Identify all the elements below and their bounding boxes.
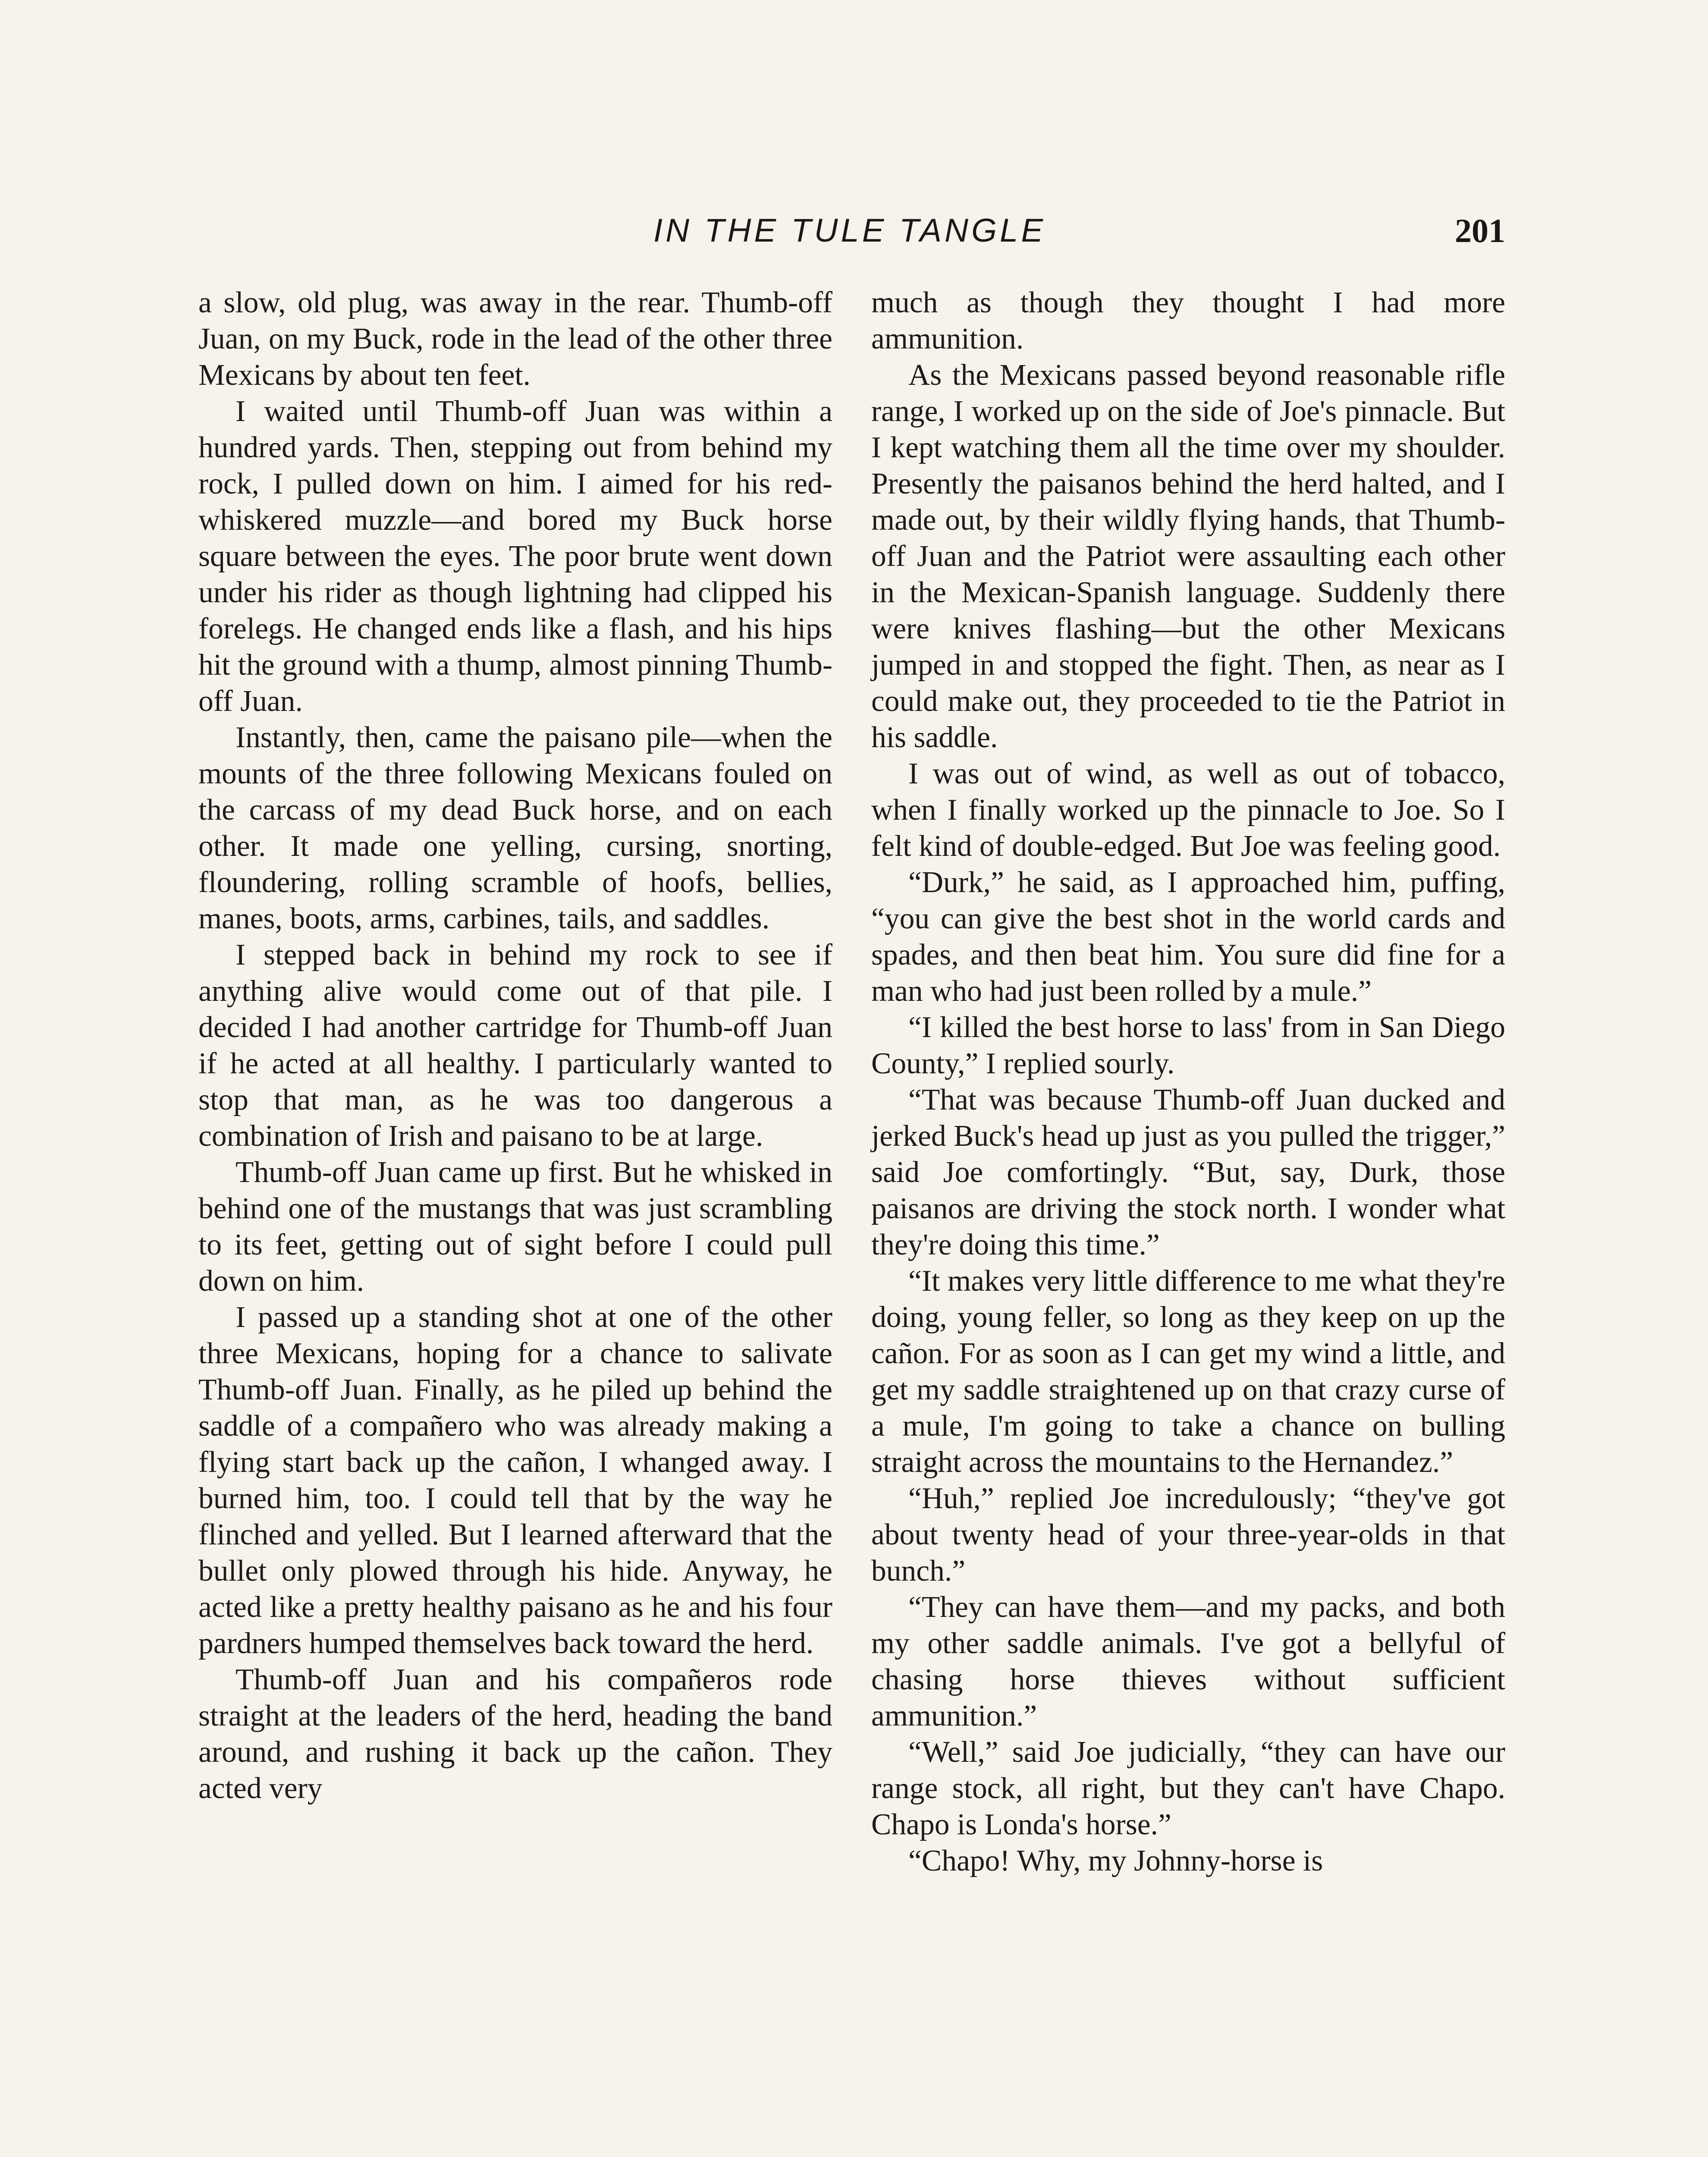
paragraph: I stepped back in behind my rock to see if anything alive would come out of that pile. I decided I had another cartridge for Thumb-off Juan if he acted at all healthy. I particularly wanted to stop that man, as he was too dangerous a combination of Irish and paisano to be at large.	[198, 938, 832, 1153]
left-column	[198, 285, 832, 1807]
paragraph: much as though they thought I had more ammunition.	[871, 286, 1505, 355]
running-title: IN THE TULE TANGLE	[653, 212, 1046, 249]
paragraph: a slow, old plug, was away in the rear. Thumb-off Juan, on my Buck, rode in the lead of the other three Mexicans by about ten feet.	[198, 286, 832, 392]
paragraph: “I killed the best horse to lass' from in San Diego County,” I replied sourly.	[871, 1011, 1505, 1080]
paragraph: Thumb-off Juan came up first. But he whisked in behind one of the mustangs that was just scrambling to its feet, getting out of sight before I could pull down on him.	[198, 1156, 832, 1298]
paragraph: I waited until Thumb-off Juan was within a hundred yards. Then, stepping out from behind my rock, I pulled down on him. I aimed for his red-whiskered muzzle—and bored my Buck horse square between the eyes. The poor brute went down under his rider as though lightning had clipped his forelegs. He changed ends like a flash, and his hips hit the ground with a thump, almost pinning Thumb-off Juan.	[198, 395, 832, 718]
running-head	[194, 207, 1505, 255]
paragraph: Thumb-off Juan and his compañeros rode straight at the leaders of the herd, heading the band around, and rushing it back up the cañon. They acted very	[198, 1663, 832, 1805]
paragraph: I was out of wind, as well as out of tobacco, when I finally worked up the pinnacle to Joe. So I felt kind of double-edged. But Joe was feeling good.	[871, 757, 1505, 863]
right-column	[871, 285, 1505, 1879]
paragraph: As the Mexicans passed beyond reasonable rifle range, I worked up on the side of Joe's pinnacle. But I kept watching them all the time over my shoulder. Presently the paisanos behind the herd halted, and I made out, by their wildly flying hands, that Thumb-off Juan and the Patriot were assaulting each other in the Mexican-Spanish language. Suddenly there were knives flashing—but the other Mexicans jumped in and stopped the fight. Then, as near as I could make out, they proceeded to tie the Patriot in his saddle.	[871, 358, 1505, 754]
paragraph: “Well,” said Joe judicially, “they can have our range stock, all right, but they can't have Chapo. Chapo is Londa's horse.”	[871, 1736, 1505, 1841]
paragraph: Instantly, then, came the paisano pile—when the mounts of the three following Mexicans fouled on the carcass of my dead Buck horse, and on each other. It made one yelling, cursing, snorting, floundering, rolling scramble of hoofs, bellies, manes, boots, arms, carbines, tails, and saddles.	[198, 721, 832, 935]
paragraph: “They can have them—and my packs, and both my other saddle animals. I've got a bellyful of chasing horse thieves without sufficient ammunition.”	[871, 1591, 1505, 1733]
paragraph: I passed up a standing shot at one of the other three Mexicans, hoping for a chance to salivate Thumb-off Juan. Finally, as he piled up behind the saddle of a compañero who was already making a flying start back up the cañon, I whanged away. I burned him, too. I could tell that by the way he flinched and yelled. But I learned afterward that the bullet only plowed through his hide. Anyway, he acted like a pretty healthy paisano as he and his four pardners humped themselves back toward the herd.	[198, 1301, 832, 1660]
page-number: 201	[1455, 212, 1505, 249]
paragraph: “That was because Thumb-off Juan ducked and jerked Buck's head up just as you pulled the trigger,” said Joe comfortingly. “But, say, Durk, those paisanos are driving the stock north. I wonder what they're doing this time.”	[871, 1083, 1505, 1261]
paragraph: “It makes very little difference to me what they're doing, young feller, so long as they keep on up the cañon. For as soon as I can get my wind a little, and get my saddle straightened up on that crazy curse of a mule, I'm going to take a chance on bulling straight across the mountains to the Hernandez.”	[871, 1264, 1505, 1479]
paragraph: “Huh,” replied Joe incredulously; “they've got about twenty head of your three-year-olds in that bunch.”	[871, 1482, 1505, 1588]
paragraph: “Chapo! Why, my Johnny-horse is	[908, 1844, 1323, 1877]
paragraph: “Durk,” he said, as I approached him, puffing, “you can give the best shot in the world cards and spades, and then beat him. You sure did fine for a man who had just been rolled by a mule.”	[871, 866, 1505, 1008]
